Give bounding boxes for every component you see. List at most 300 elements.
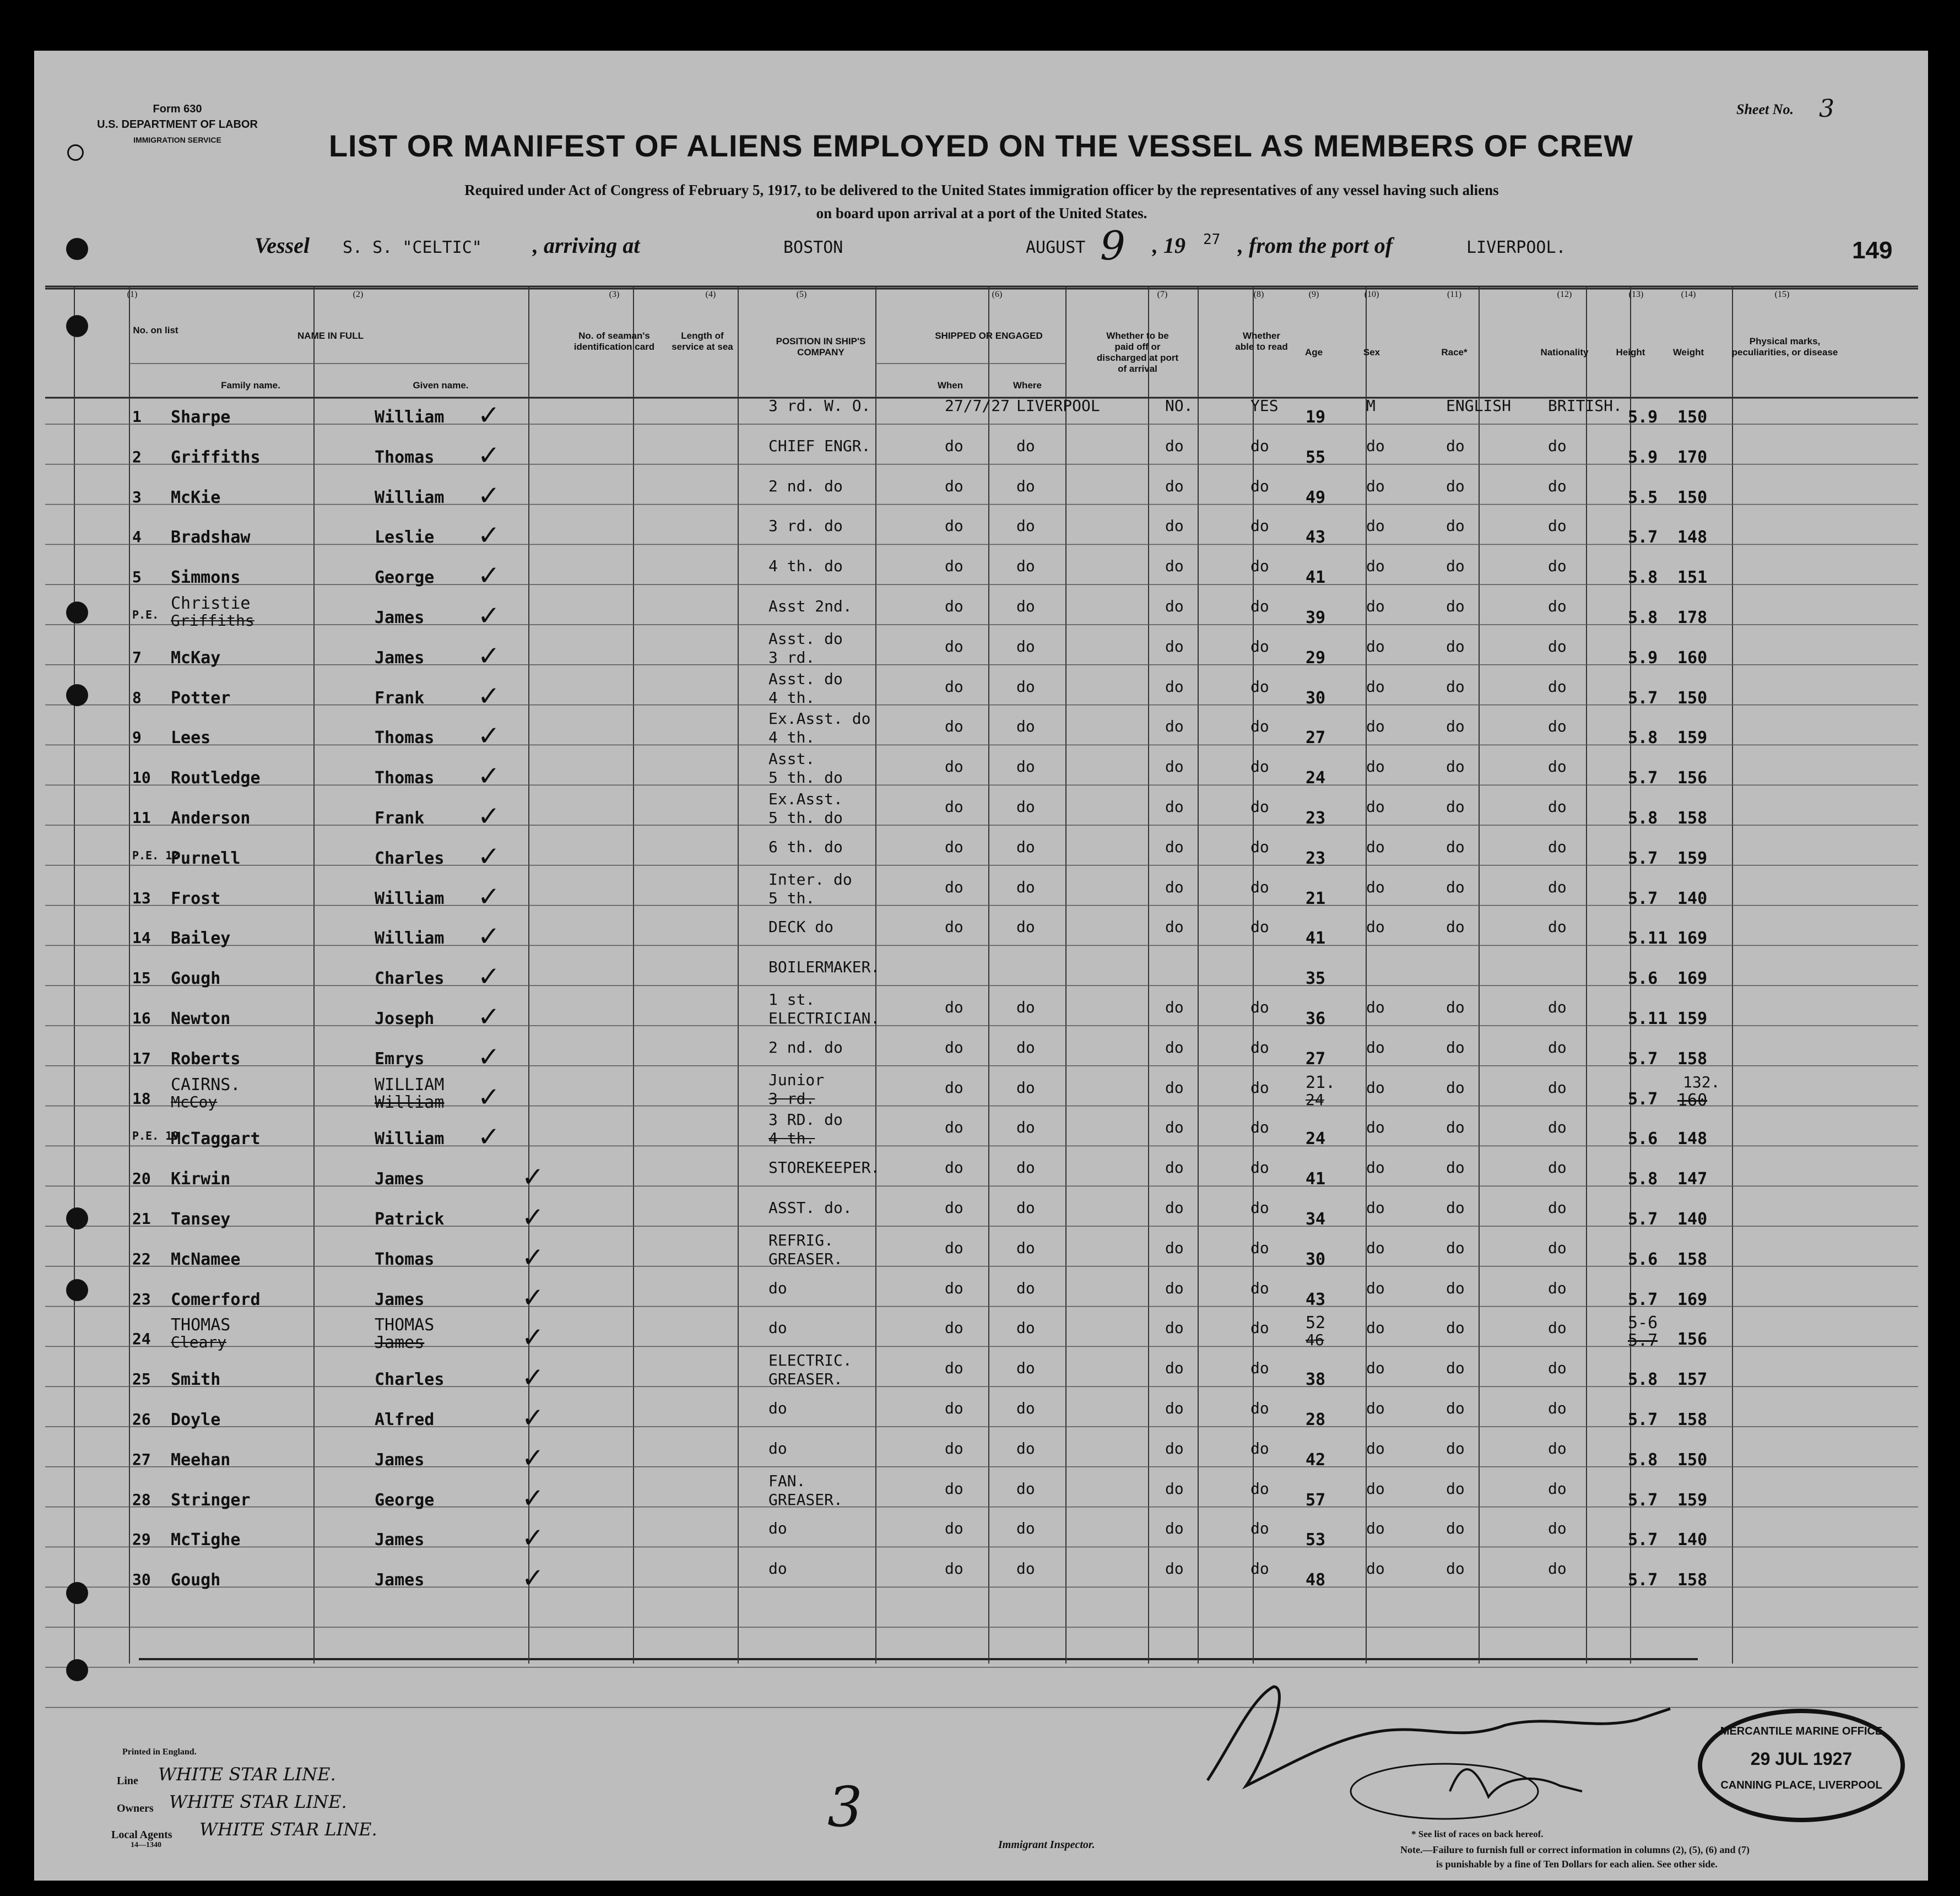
nationality: do: [1548, 877, 1567, 896]
row-number: P.E.: [132, 608, 159, 621]
header-read: Whether able to read: [1235, 331, 1288, 352]
family-name: Potter: [171, 688, 231, 708]
nationality: do: [1548, 1439, 1567, 1458]
height: 5.7: [1628, 1530, 1658, 1550]
shipped-where: do: [1016, 1519, 1035, 1538]
height: 5.7: [1628, 848, 1658, 868]
able-to-read: YES: [1250, 397, 1279, 415]
given-name: James: [375, 1570, 425, 1590]
height: 5.7: [1628, 688, 1658, 708]
given-name: Alfred: [375, 1410, 435, 1429]
header-age: Age: [1304, 347, 1323, 357]
shipped-when: do: [945, 1038, 963, 1057]
family-name: McTighe: [171, 1530, 241, 1550]
shipped-when: do: [945, 877, 963, 896]
paid-off: do: [1165, 798, 1184, 816]
weight: 169: [1677, 929, 1708, 949]
weight: 158: [1677, 1410, 1708, 1429]
race: do: [1446, 1078, 1465, 1097]
nationality: do: [1548, 1519, 1567, 1538]
row-number: 3: [132, 487, 142, 506]
race: do: [1446, 1319, 1465, 1337]
position: DECK do: [768, 918, 834, 936]
given-name: James: [375, 608, 425, 627]
sex: do: [1366, 1519, 1385, 1538]
binder-hole: [66, 602, 88, 624]
row-number: 24: [132, 1330, 151, 1348]
family-name: Newton: [171, 1009, 231, 1028]
column-number: (8): [1253, 290, 1264, 299]
shipped-where: do: [1016, 1359, 1035, 1378]
paid-off: do: [1165, 1118, 1184, 1137]
weight: 140: [1677, 1210, 1708, 1229]
shipped-when: do: [945, 998, 963, 1016]
age: 41: [1306, 568, 1326, 588]
row-number: 5: [132, 568, 142, 587]
header-idcard: No. of seaman's identification card: [573, 331, 655, 352]
nationality: do: [1548, 677, 1567, 696]
shipped-when: do: [945, 557, 963, 576]
sex: do: [1366, 798, 1385, 816]
height: 5.7: [1628, 889, 1658, 908]
check-mark: ✓: [523, 1359, 542, 1395]
check-mark: ✓: [479, 557, 498, 593]
shipped-when: do: [945, 637, 963, 656]
height: 5.8: [1628, 568, 1658, 588]
height: 5.8: [1628, 1169, 1658, 1189]
given-name: James: [375, 1530, 425, 1550]
able-to-read: do: [1250, 918, 1269, 936]
nationality: do: [1548, 998, 1567, 1016]
arriving-label: , arriving at: [533, 233, 640, 258]
races-note: * See list of races on back hereof.: [1411, 1829, 1544, 1839]
able-to-read: do: [1250, 1439, 1269, 1458]
shipped-where: do: [1016, 1118, 1035, 1137]
race: do: [1446, 717, 1465, 736]
height: 5.6: [1628, 1129, 1658, 1149]
column-number: (9): [1308, 290, 1319, 299]
paid-off: do: [1165, 597, 1184, 615]
weight: 169: [1677, 969, 1708, 989]
given-name: Thomas: [375, 728, 435, 748]
family-name: Simmons: [171, 568, 241, 588]
weight: 158: [1677, 809, 1708, 828]
column-number: (11): [1447, 290, 1462, 299]
column-number: (13): [1628, 290, 1644, 299]
height: 5.11: [1628, 1009, 1668, 1028]
paid-off: do: [1165, 1519, 1184, 1538]
position: 2 nd. do: [768, 476, 843, 495]
shipped-where: do: [1016, 1279, 1035, 1297]
service: IMMIGRATION SERVICE: [133, 136, 221, 144]
row-number: 13: [132, 889, 151, 907]
race: do: [1446, 877, 1465, 896]
height: 5.6: [1628, 969, 1658, 989]
weight: 169: [1677, 1290, 1708, 1309]
paid-off: do: [1165, 1279, 1184, 1297]
sex: do: [1366, 1359, 1385, 1378]
given-name: James: [375, 1290, 425, 1309]
sex: do: [1366, 1199, 1385, 1217]
position: Asst 2nd.: [768, 597, 852, 615]
row-number: 29: [132, 1530, 151, 1549]
race: do: [1446, 1038, 1465, 1057]
family-name: Anderson: [171, 809, 251, 828]
given-name: Emrys: [375, 1049, 425, 1069]
able-to-read: do: [1250, 1519, 1269, 1538]
header-nationality: Nationality: [1540, 347, 1589, 357]
shipped-where: do: [1016, 557, 1035, 576]
nationality: do: [1548, 1399, 1567, 1417]
given-name: George: [375, 568, 435, 588]
check-mark: ✓: [479, 757, 498, 794]
weight: 150: [1677, 1450, 1708, 1470]
race: do: [1446, 1439, 1465, 1458]
shipped-where: do: [1016, 1319, 1035, 1337]
nationality: BRITISH.: [1548, 397, 1622, 415]
header-no: No. on list: [133, 325, 178, 335]
position: do: [768, 1319, 787, 1337]
position: CHIEF ENGR.: [768, 436, 871, 455]
row-number: 2: [132, 447, 142, 466]
sex: do: [1366, 1238, 1385, 1257]
position: 3 RD. do: [768, 1110, 843, 1129]
check-mark: ✓: [479, 1118, 498, 1155]
position: Asst.: [768, 750, 815, 768]
able-to-read: do: [1250, 1238, 1269, 1257]
check-mark: ✓: [479, 918, 498, 954]
header-weight: Weight: [1672, 347, 1704, 357]
weight-struck: 160: [1677, 1090, 1708, 1110]
weight: 159: [1677, 1009, 1708, 1028]
nationality: do: [1548, 837, 1567, 856]
height: 5.7: [1628, 768, 1658, 788]
able-to-read: do: [1250, 677, 1269, 696]
check-mark: ✓: [479, 517, 498, 553]
paid-off: do: [1165, 1319, 1184, 1337]
age: 39: [1306, 608, 1326, 627]
paid-off: do: [1165, 1238, 1184, 1257]
shipped-where: do: [1016, 1158, 1035, 1177]
inspector-label: Immigrant Inspector.: [998, 1839, 1095, 1851]
age: 27: [1306, 728, 1326, 748]
able-to-read: do: [1250, 998, 1269, 1016]
family-name: Meehan: [171, 1450, 231, 1470]
header-when: When: [937, 380, 963, 391]
printed-note: Printed in England.: [122, 1747, 197, 1757]
column-number: (1): [127, 290, 138, 299]
race: do: [1446, 1238, 1465, 1257]
line-label: Line: [117, 1775, 138, 1787]
shipped-when: do: [945, 1399, 963, 1417]
check-mark: ✓: [479, 677, 498, 713]
shipped-when: do: [945, 1359, 963, 1378]
shipped-where: do: [1016, 998, 1035, 1016]
family-name: Routledge: [171, 768, 261, 788]
check-mark: ✓: [523, 1319, 542, 1355]
sex: do: [1366, 757, 1385, 776]
able-to-read: do: [1250, 1319, 1269, 1337]
position-line-2: 5 th. do: [768, 768, 843, 787]
height: 5.7: [1628, 1290, 1658, 1309]
agents-code: 14—1340: [131, 1841, 161, 1849]
fine-note-line-1: Note.—Failure to furnish full or correct information in columns (2), (5), (6) and (7): [1400, 1844, 1750, 1855]
height-struck: 5.7: [1628, 1331, 1658, 1351]
given-name: THOMAS: [375, 1315, 435, 1335]
position: Inter. do: [768, 870, 852, 889]
position-line-2: 4 th.: [768, 688, 815, 707]
able-to-read: do: [1250, 1078, 1269, 1097]
race: do: [1446, 557, 1465, 576]
weight: 157: [1677, 1370, 1708, 1390]
header-height: Height: [1616, 347, 1645, 357]
sex: do: [1366, 1439, 1385, 1458]
height: 5.5: [1628, 487, 1658, 507]
shipped-when: 27/7/27: [945, 397, 1010, 415]
binder-hole: [66, 315, 88, 337]
paid-off: do: [1165, 837, 1184, 856]
header-race: Race*: [1441, 347, 1468, 357]
year-prefix: , 19: [1152, 233, 1185, 258]
check-mark: ✓: [479, 1078, 498, 1114]
height: 5.7: [1628, 1570, 1658, 1590]
given-name: William: [375, 1129, 445, 1149]
age: 41: [1306, 1169, 1326, 1189]
family-name: Roberts: [171, 1049, 241, 1069]
weight: 148: [1677, 1129, 1708, 1149]
paid-off: do: [1165, 436, 1184, 455]
race: do: [1446, 1199, 1465, 1217]
shipped-where: do: [1016, 1038, 1035, 1057]
stamp-top: MERCANTILE MARINE OFFICE: [1720, 1725, 1883, 1737]
shipped-where: LIVERPOOL: [1016, 397, 1100, 415]
sex: do: [1366, 476, 1385, 495]
position: 1 st.: [768, 990, 815, 1009]
able-to-read: do: [1250, 1559, 1269, 1578]
able-to-read: do: [1250, 1359, 1269, 1378]
height: 5.9: [1628, 648, 1658, 668]
height: 5.8: [1628, 728, 1658, 748]
able-to-read: do: [1250, 757, 1269, 776]
shipped-where: do: [1016, 436, 1035, 455]
position-line-2: GREASER.: [768, 1370, 843, 1389]
nationality: do: [1548, 918, 1567, 936]
sex: do: [1366, 1479, 1385, 1498]
height: 5.6: [1628, 1249, 1658, 1269]
age: 23: [1306, 848, 1326, 868]
sex: do: [1366, 1279, 1385, 1297]
binder-hole: [66, 684, 88, 706]
sex: do: [1366, 436, 1385, 455]
row-number: 10: [132, 768, 151, 787]
age: 24: [1306, 1129, 1326, 1149]
position: 2 nd. do: [768, 1038, 843, 1057]
owners-label: Owners: [117, 1802, 154, 1814]
row-number: 18: [132, 1089, 151, 1108]
row-number: 25: [132, 1370, 151, 1389]
position: 4 th. do: [768, 557, 843, 576]
paid-off: do: [1165, 717, 1184, 736]
family-name: Bailey: [171, 929, 231, 949]
race: do: [1446, 1399, 1465, 1417]
race: do: [1446, 517, 1465, 535]
family-name: Lees: [171, 728, 211, 748]
family-name: Tansey: [171, 1210, 231, 1229]
sheet-label: Sheet No.: [1736, 101, 1794, 117]
sex: do: [1366, 677, 1385, 696]
race: do: [1446, 998, 1465, 1016]
owners-value: WHITE STAR LINE.: [169, 1791, 347, 1812]
check-mark: ✓: [479, 798, 498, 833]
race: do: [1446, 436, 1465, 455]
paid-off: do: [1165, 1439, 1184, 1458]
nationality: do: [1548, 1118, 1567, 1137]
from-label: , from the port of: [1238, 233, 1393, 258]
position-line-2: GREASER.: [768, 1490, 843, 1509]
shipped-when: do: [945, 757, 963, 776]
sex: M: [1366, 397, 1376, 415]
nationality: do: [1548, 1199, 1567, 1217]
subtitle-line-1: Required under Act of Congress of February 5, 1917, to be delivered to the United States immigration officer by the representatives of any vessel having such aliens: [464, 182, 1499, 198]
age: 35: [1306, 969, 1326, 989]
header-name: NAME IN FULL: [297, 331, 364, 341]
shipped-when: do: [945, 918, 963, 936]
race: do: [1446, 918, 1465, 936]
age-struck: 46: [1306, 1331, 1324, 1350]
race: do: [1446, 1279, 1465, 1297]
height: 5.7: [1628, 1210, 1658, 1229]
family-name-struck: Cleary: [171, 1333, 227, 1352]
height: 5.8: [1628, 1450, 1658, 1470]
nationality: do: [1548, 1319, 1567, 1337]
header-position: POSITION IN SHIP'S COMPANY: [776, 336, 866, 357]
given-name: George: [375, 1490, 435, 1510]
shipped-when: do: [945, 677, 963, 696]
given-name: Thomas: [375, 768, 435, 788]
age: 29: [1306, 648, 1326, 668]
race: do: [1446, 1519, 1465, 1538]
able-to-read: do: [1250, 837, 1269, 856]
family-name: Doyle: [171, 1410, 221, 1429]
row-number: 26: [132, 1410, 151, 1428]
row-number: 8: [132, 688, 142, 707]
age: 38: [1306, 1370, 1326, 1390]
binder-hole: [66, 1207, 88, 1229]
nationality: do: [1548, 757, 1567, 776]
family-name: Stringer: [171, 1490, 251, 1510]
row-number: 15: [132, 969, 151, 988]
weight: 150: [1677, 688, 1708, 708]
sex: do: [1366, 1078, 1385, 1097]
weight: 158: [1677, 1049, 1708, 1069]
position: REFRIG.: [768, 1231, 834, 1249]
position-struck: 3 rd.: [768, 1089, 815, 1108]
height: 5.7: [1628, 1089, 1658, 1109]
given-name: William: [375, 889, 445, 908]
race: ENGLISH: [1446, 397, 1512, 415]
paid-off: do: [1165, 1359, 1184, 1378]
row-number: 4: [132, 528, 142, 546]
header-marks: Physical marks, peculiarities, or disease: [1731, 336, 1838, 357]
column-number: (14): [1681, 290, 1696, 299]
handwritten-sheet-number: 3: [827, 1775, 863, 1839]
height: 5.8: [1628, 809, 1658, 828]
shipped-where: do: [1016, 757, 1035, 776]
paid-off: do: [1165, 677, 1184, 696]
given-name: Patrick: [375, 1210, 445, 1229]
check-mark: ✓: [479, 717, 498, 754]
paid-off: do: [1165, 998, 1184, 1016]
able-to-read: do: [1250, 877, 1269, 896]
sex: do: [1366, 837, 1385, 856]
nationality: do: [1548, 717, 1567, 736]
row-number: 20: [132, 1169, 151, 1188]
able-to-read: do: [1250, 517, 1269, 535]
family-name: Gough: [171, 1570, 221, 1590]
sex: do: [1366, 637, 1385, 656]
weight: 170: [1677, 447, 1708, 467]
arrival-month: AUGUST: [1026, 238, 1086, 257]
check-mark: ✓: [479, 837, 498, 874]
weight: 147: [1677, 1169, 1708, 1189]
given-name-struck: William: [375, 1092, 445, 1112]
given-name: William: [375, 929, 445, 949]
able-to-read: do: [1250, 1279, 1269, 1297]
weight: 159: [1677, 848, 1708, 868]
row-number: 14: [132, 929, 151, 947]
height: 5.9: [1628, 447, 1658, 467]
check-mark: ✓: [523, 1199, 542, 1234]
check-mark: ✓: [479, 436, 498, 473]
given-name-struck: James: [375, 1333, 425, 1353]
given-name: Frank: [375, 688, 425, 708]
race: do: [1446, 597, 1465, 615]
shipped-when: do: [945, 436, 963, 455]
shipped-where: do: [1016, 1199, 1035, 1217]
family-name: THOMAS: [171, 1315, 231, 1335]
sex: do: [1366, 517, 1385, 535]
given-name: WILLIAM: [375, 1075, 445, 1095]
position: ELECTRIC.: [768, 1351, 852, 1370]
able-to-read: do: [1250, 1199, 1269, 1217]
position: BOILERMAKER.: [768, 958, 880, 977]
header-sex: Sex: [1363, 347, 1380, 357]
age-struck: 24: [1306, 1090, 1324, 1109]
family-name: McNamee: [171, 1249, 241, 1269]
family-name: Smith: [171, 1370, 221, 1390]
position-line-2: ELECTRICIAN.: [768, 1009, 880, 1027]
column-number: (12): [1557, 290, 1572, 299]
fine-note-line-2: is punishable by a fine of Ten Dollars for each alien. See other side.: [1436, 1859, 1718, 1870]
nationality: do: [1548, 1238, 1567, 1257]
inspector-signature: [1163, 1665, 1703, 1830]
nationality: do: [1548, 1559, 1567, 1578]
column-number: (3): [609, 290, 620, 299]
shipped-where: do: [1016, 877, 1035, 896]
family-name: Frost: [171, 889, 221, 908]
header-service: Length of service at sea: [672, 331, 733, 352]
shipped-where: do: [1016, 476, 1035, 495]
header-paid: Whether to be paid off or discharged at port of arrival: [1096, 331, 1179, 374]
race: do: [1446, 798, 1465, 816]
check-mark: ✓: [523, 1399, 542, 1435]
paid-off: do: [1165, 757, 1184, 776]
family-name: Comerford: [171, 1290, 261, 1309]
position: ASST. do.: [768, 1199, 852, 1217]
binder-hole: [66, 1582, 88, 1604]
shipped-where: do: [1016, 677, 1035, 696]
family-name-struck: McCoy: [171, 1092, 218, 1111]
